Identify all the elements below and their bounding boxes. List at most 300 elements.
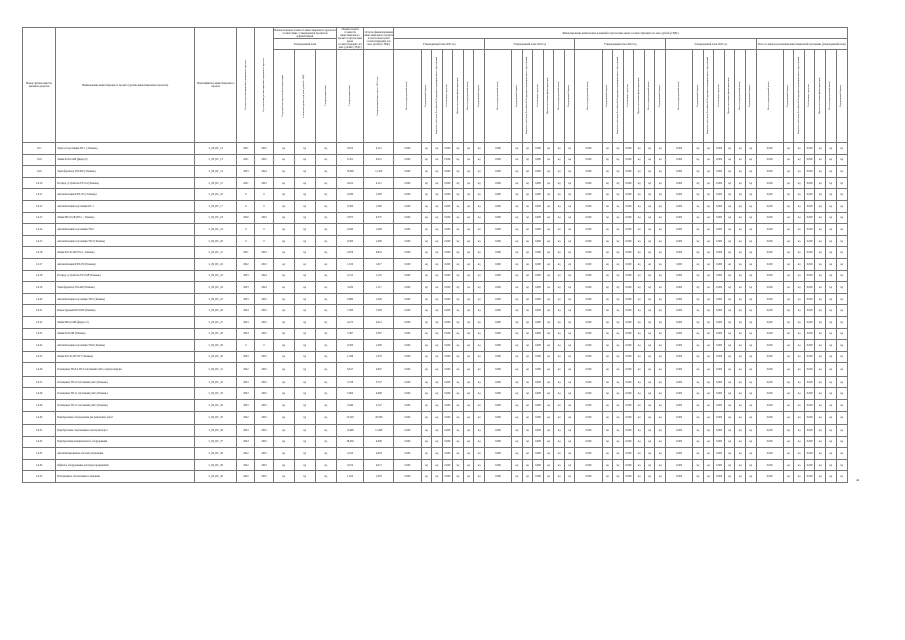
row-fin-y2022-2: нд [432,328,443,340]
header-y2024-col_ff: Федеральный бюджет [657,84,661,108]
row-plan-approved: нд [315,212,336,224]
row-fin-y2023-2: нд [522,305,533,317]
row-fin-total-4: нд [815,363,826,377]
row-fin-y2023-4: нд [543,293,554,305]
row-fin-y2022-6: нд [474,212,485,224]
row-fin-y2024-1: нд [602,143,613,155]
row-fin-total-1: нд [783,282,794,294]
table-row [23,189,848,201]
row-fin-y2025-6: нд [745,270,756,282]
row-fin-y2025-3: 0,000 [714,305,725,317]
row-plan-cost: нд [294,411,315,425]
row-plan-cost: нд [294,154,315,166]
row-fin-y2022-3: 0,000 [442,247,453,259]
row-fin-y2022-6: нд [474,177,485,189]
row-fin-y2023-1: нд [512,448,523,460]
row-fin-total-4: нд [815,270,826,282]
row-fin-total-4: нд [815,459,826,471]
row-fin-y2024-0: 0,000 [575,376,602,388]
row-fin-y2025-5: нд [735,340,746,352]
row-fin-y2023-4: нд [543,316,554,328]
row-plan-cost: нд [294,200,315,212]
row-fin-y2024-4: нд [634,459,645,471]
row-fin-y2024-1: нд [602,258,613,270]
row-fin-total-0: 0,000 [756,177,783,189]
row-fin-total-6: нд [836,247,847,259]
row-fin-y2023-3: 0,000 [533,363,544,377]
row-year-start: 2022 [237,459,255,471]
row-fin-y2023-4: нд [543,399,554,411]
row-fin-y2023-6: нд [564,411,575,425]
row-fin-y2022-6: нд [474,282,485,294]
row-fin-y2024-1: нд [602,436,613,448]
row-fin-y2022-4: нд [453,212,464,224]
row-fin-y2024-5: нд [644,471,655,483]
row-fin-y2025-6: нд [745,340,756,352]
row-fin-y2024-5: нд [644,212,655,224]
row-year-start: 2021 [237,143,255,155]
row-fin-y2022-6: нд [474,399,485,411]
row-fin-y2025-0: 0,000 [666,224,693,236]
row-plan-cost: нд [294,399,315,411]
row-fin-y2022-4: нд [453,224,464,236]
row-fin-y2025-1: нд [693,154,704,166]
header-total: Итого за период реализации инвестиционной программы (утвержденный план) [756,39,847,50]
row-fin-y2022-2: нд [432,388,443,400]
row-fin-y2022-3: 0,000 [442,448,453,460]
row-fin-y2024-6: нд [655,258,666,270]
row-fin-y2025-0: 0,000 [666,436,693,448]
row-fin-total-3: 0,000 [804,351,815,363]
row-fin-y2025-1: нд [693,189,704,201]
row-fin-total-6: нд [836,270,847,282]
row-fin-y2024-5: нд [644,166,655,178]
row-year-start: 2023 [237,282,255,294]
row-plan-year: нд [273,143,294,155]
row-fin-y2024-6: нд [655,316,666,328]
row-fin-total-6: нд [836,212,847,224]
row-plan-year: нд [273,399,294,411]
row-fin-y2022-4: нд [453,235,464,247]
table-row [23,316,848,328]
row-fin-y2024-5: нд [644,448,655,460]
row-fin-y2025-4: нд [724,411,735,425]
row-fin-y2023-5: нд [554,425,565,437]
row-fin-y2023-6: нд [564,166,575,178]
row-fin-y2022-6: нд [474,328,485,340]
row-fin-y2023-0: 0,000 [484,270,511,282]
row-fin-y2023-4: нд [543,270,554,282]
row-fin-y2025-4: нд [724,305,735,317]
header-y2025-col_ff: Федеральный бюджет [748,84,752,108]
row-fin-y2025-0: 0,000 [666,293,693,305]
header-year-start: Год начала реализации инвестиционного проекта [243,59,247,111]
row-fin-y2023-6: нд [564,363,575,377]
row-fin-y2025-4: нд [724,247,735,259]
row-fin-y2024-4: нд [634,247,645,259]
row-fin-y2025-5: нд [735,305,746,317]
row-fin-y2022-3: 0,000 [442,166,453,178]
row-id: L_09_ПС_18 [195,212,237,224]
row-fin-y2022-3: 0,000 [442,282,453,294]
row-fin-y2023-1: нд [512,224,523,236]
row-fin-y2022-5: нд [463,143,474,155]
row-year-end: 2025 [255,425,273,437]
row-fin-y2024-0: 0,000 [575,436,602,448]
row-fin-total-6: нд [836,200,847,212]
row-fin-y2025-4: нд [724,189,735,201]
row-fin-total-1: нд [783,258,794,270]
row-remain-cost: 0,021 [364,154,394,166]
row-fin-y2023-4: нд [543,189,554,201]
row-fin-y2025-4: нд [724,200,735,212]
row-fin-total-1: нд [783,235,794,247]
row-fin-y2022-5: нд [463,388,474,400]
row-fin-y2025-5: нд [735,328,746,340]
header-y2023-col_other: Прочие источники финансирования [546,77,550,115]
row-fin-y2022-2: нд [432,189,443,201]
row-fin-total-0: 0,000 [756,340,783,352]
row-fin-y2022-6: нд [474,411,485,425]
row-fin-y2022-5: нд [463,166,474,178]
row-fin-y2022-4: нд [453,376,464,388]
row-fin-y2022-1: нд [421,200,432,212]
row-id: L_09_ПС_34 [195,399,237,411]
row-fin-y2024-2: нд [613,316,624,328]
row-fin-total-0: 0,000 [756,376,783,388]
row-fin-y2022-1: нд [421,399,432,411]
row-fin-y2025-6: нд [745,399,756,411]
row-plan-cost: нд [294,143,315,155]
row-fin-total-1: нд [783,200,794,212]
row-plan-approved: нд [315,154,336,166]
row-fin-y2022-2: нд [432,270,443,282]
row-fin-total-6: нд [836,459,847,471]
row-fin-y2025-3: 0,000 [714,293,725,305]
row-fin-y2024-6: нд [655,189,666,201]
row-remain-cost: 0,471 [364,459,394,471]
row-fin-y2025-2: нд [703,258,714,270]
row-fin-y2025-0: 0,000 [666,154,693,166]
row-fin-y2024-4: нд [634,425,645,437]
row-fin-y2022-4: нд [453,399,464,411]
header-y2025-col_rf: Бюджеты субъектов Российской Федерации и муниципальных образований [706,57,710,135]
row-fin-y2023-4: нд [543,224,554,236]
row-fin-y2022-4: нд [453,305,464,317]
row-name: Приобретение спецтехники и автотранспорта [56,425,195,437]
row-fin-total-5: нд [825,166,836,178]
row-fin-y2024-1: нд [602,177,613,189]
row-fin-y2024-0: 0,000 [575,143,602,155]
row-fin-y2023-6: нд [564,436,575,448]
row-fin-total-5: нд [825,340,836,352]
row-fin-y2023-2: нд [522,224,533,236]
row-fin-y2025-0: 0,000 [666,316,693,328]
row-fin-y2022-4: нд [453,282,464,294]
table-row [23,247,848,259]
row-year-start: 2022 [237,471,255,483]
row-fin-y2025-4: нд [724,328,735,340]
row-fin-total-2: нд [794,177,805,189]
row-fin-y2024-3: 0,000 [623,270,634,282]
row-remain-cost: 4,212 [364,316,394,328]
row-fin-y2023-2: нд [522,351,533,363]
row-est-cost: 0,890 [337,293,364,305]
row-fin-total-4: нд [815,293,826,305]
row-fin-y2024-1: нд [602,166,613,178]
row-fin-y2024-5: нд [644,436,655,448]
row-fin-y2025-1: нд [693,143,704,155]
row-fin-y2024-6: нд [655,363,666,377]
table-row [23,258,848,270]
row-fin-total-4: нд [815,282,826,294]
row-fin-y2023-3: 0,000 [533,376,544,388]
row-plan-approved: нд [315,448,336,460]
row-fin-y2025-0: 0,000 [666,340,693,352]
row-fin-y2022-5: нд [463,376,474,388]
row-num: 1.6.29 [23,399,56,411]
row-fin-total-1: нд [783,177,794,189]
row-fin-y2025-5: нд [735,200,746,212]
row-fin-y2024-0: 0,000 [575,305,602,317]
row-fin-y2023-6: нд [564,305,575,317]
row-fin-y2022-2: нд [432,282,443,294]
row-fin-y2023-6: нд [564,388,575,400]
row-fin-y2022-3: 0,000 [442,436,453,448]
row-fin-y2022-1: нд [421,189,432,201]
row-fin-y2024-1: нд [602,425,613,437]
row-fin-total-1: нд [783,328,794,340]
row-fin-y2025-0: 0,000 [666,351,693,363]
row-est-cost: 25,520 [337,411,364,425]
row-fin-y2025-4: нд [724,270,735,282]
row-id: L_09_ПС_17 [195,200,237,212]
row-fin-y2023-3: 0,000 [533,258,544,270]
row-fin-y2022-1: нд [421,436,432,448]
row-id: L_09_ПС_38 [195,448,237,460]
row-fin-y2022-6: нд [474,448,485,460]
row-fin-y2022-1: нд [421,282,432,294]
row-plan-approved: нд [315,363,336,377]
row-fin-y2022-1: нд [421,293,432,305]
row-remain-cost: 1,005 [364,471,394,483]
row-plan-cost: нд [294,328,315,340]
row-fin-y2023-0: 0,000 [484,305,511,317]
row-fin-y2023-4: нд [543,459,554,471]
row-fin-y2022-3: 0,000 [442,399,453,411]
row-fin-y2023-0: 0,000 [484,189,511,201]
row-fin-y2022-6: нд [474,425,485,437]
row-fin-y2025-4: нд [724,212,735,224]
row-fin-total-0: 0,000 [756,293,783,305]
row-fin-total-2: нд [794,340,805,352]
row-year-end: 2025 [255,293,273,305]
row-est-cost: 4,010 [337,448,364,460]
row-fin-total-6: нд [836,448,847,460]
row-fin-y2022-5: нд [463,436,474,448]
row-fin-total-5: нд [825,258,836,270]
row-plan-approved: нд [315,376,336,388]
row-fin-y2023-4: нд [543,282,554,294]
row-fin-y2025-6: нд [745,189,756,201]
row-id: L_09_ПС_23 [195,270,237,282]
row-fin-y2025-1: нд [693,399,704,411]
row-fin-y2022-1: нд [421,166,432,178]
row-fin-y2023-4: нд [543,388,554,400]
row-plan-approved: нд [315,459,336,471]
row-id: L_09_ПС_32 [195,376,237,388]
row-fin-total-2: нд [794,376,805,388]
row-fin-y2023-4: нд [543,143,554,155]
row-fin-y2022-2: нд [432,425,443,437]
row-fin-total-0: 0,000 [756,399,783,411]
row-fin-y2024-6: нд [655,328,666,340]
row-fin-y2022-3: 0,000 [442,363,453,377]
row-fin-y2022-2: нд [432,376,443,388]
row-fin-y2024-2: нд [613,411,624,425]
row-fin-y2023-5: нд [554,448,565,460]
row-fin-y2025-1: нд [693,212,704,224]
row-fin-y2023-3: 0,000 [533,293,544,305]
row-fin-y2023-5: нд [554,471,565,483]
row-fin-y2025-2: нд [703,459,714,471]
row-fin-y2025-4: нд [724,459,735,471]
row-fin-y2024-2: нд [613,376,624,388]
row-fin-y2023-6: нд [564,425,575,437]
row-fin-total-3: 0,000 [804,340,815,352]
row-name: Автоматизация КТП-125 (-Тюмень) [56,189,195,201]
row-fin-y2025-0: 0,000 [666,376,693,388]
row-fin-y2024-2: нд [613,200,624,212]
row-num: 1.6.8 [23,154,56,166]
row-fin-total-3: 0,000 [804,363,815,377]
row-fin-y2025-6: нд [745,247,756,259]
row-year-start: 0 [237,340,255,352]
row-fin-y2022-0: 0,000 [394,200,421,212]
row-remain-cost: 1,000 [364,235,394,247]
row-fin-y2025-5: нд [735,224,746,236]
row-year-start: 2024 [237,328,255,340]
table-row [23,388,848,400]
row-fin-y2024-4: нд [634,363,645,377]
row-fin-total-3: 0,000 [804,224,815,236]
row-fin-y2023-1: нд [512,376,523,388]
row-fin-y2023-2: нд [522,388,533,400]
row-name: Линия КЛ-6 кВ (Тюмень) [56,328,195,340]
row-fin-y2025-3: 0,000 [714,166,725,178]
row-fin-y2022-2: нд [432,351,443,363]
row-fin-y2025-5: нд [735,316,746,328]
row-fin-y2025-4: нд [724,316,735,328]
row-fin-y2023-1: нд [512,166,523,178]
row-fin-total-0: 0,000 [756,166,783,178]
row-fin-y2025-2: нд [703,471,714,483]
row-fin-y2022-0: 0,000 [394,189,421,201]
row-fin-y2023-2: нд [522,399,533,411]
row-fin-y2022-2: нд [432,235,443,247]
row-fin-total-4: нд [815,316,826,328]
row-fin-y2025-6: нд [745,425,756,437]
row-fin-y2025-4: нд [724,388,735,400]
row-fin-y2024-1: нд [602,305,613,317]
row-name: Офисное оборудование для нужд предприятия [56,459,195,471]
row-plan-approved: нд [315,328,336,340]
row-fin-y2024-3: 0,000 [623,154,634,166]
row-year-start: 0 [237,189,255,201]
row-fin-y2022-3: 0,000 [442,177,453,189]
row-fin-y2024-1: нд [602,328,613,340]
row-plan-year: нд [273,293,294,305]
row-fin-total-0: 0,000 [756,258,783,270]
row-fin-y2024-5: нд [644,177,655,189]
row-year-start: 2023 [237,293,255,305]
row-fin-total-1: нд [783,166,794,178]
row-fin-y2024-0: 0,000 [575,270,602,282]
header-full-plan-cost: Полная плановая стоимость инвестиционного проекта в соответствии с утвержденной проектной документацией [273,28,336,38]
row-remain-cost: 1,125 [364,270,394,282]
row-fin-y2024-0: 0,000 [575,200,602,212]
row-fin-y2023-2: нд [522,340,533,352]
row-fin-y2025-6: нд [745,351,756,363]
row-fin-y2023-2: нд [522,376,533,388]
row-year-start: 0 [237,224,255,236]
row-fin-y2024-0: 0,000 [575,363,602,377]
row-fin-total-0: 0,000 [756,351,783,363]
row-fin-y2024-4: нд [634,166,645,178]
row-fin-total-2: нд [794,459,805,471]
row-fin-y2023-2: нд [522,189,533,201]
row-plan-approved: нд [315,189,336,201]
row-fin-y2025-3: 0,000 [714,282,725,294]
row-num: 1.6.19 [23,282,56,294]
row-fin-y2024-2: нд [613,166,624,178]
row-fin-y2024-5: нд [644,340,655,352]
row-fin-total-4: нд [815,154,826,166]
row-fin-total-2: нд [794,282,805,294]
row-year-end: 2025 [255,388,273,400]
row-est-cost: 0,260 [337,224,364,236]
row-fin-y2022-3: 0,000 [442,351,453,363]
row-fin-y2022-4: нд [453,340,464,352]
row-id: L_08_ПС_15 [195,177,237,189]
row-fin-y2022-4: нд [453,247,464,259]
row-fin-y2025-1: нд [693,316,704,328]
row-fin-y2023-5: нд [554,376,565,388]
row-fin-y2025-4: нд [724,166,735,178]
row-fin-y2024-6: нд [655,376,666,388]
row-fin-y2022-4: нд [453,425,464,437]
row-fin-total-6: нд [836,154,847,166]
row-num: 1.6.26 [23,363,56,377]
row-fin-y2024-0: 0,000 [575,459,602,471]
row-fin-y2024-5: нд [644,235,655,247]
row-year-end: 2025 [255,143,273,155]
row-est-cost: 6,617 [337,363,364,377]
row-fin-y2022-1: нд [421,448,432,460]
row-fin-y2022-5: нд [463,399,474,411]
row-fin-y2025-6: нд [745,293,756,305]
row-fin-y2022-0: 0,000 [394,258,421,270]
row-plan-approved: нд [315,235,336,247]
row-fin-y2022-3: 0,000 [442,340,453,352]
row-name: Реконструкция КТП-630 (Тюмень) [56,305,195,317]
row-plan-year: нд [273,376,294,388]
row-fin-total-3: 0,000 [804,154,815,166]
row-fin-y2022-6: нд [474,224,485,236]
row-fin-total-3: 0,000 [804,316,815,328]
row-num: 1.6.32 [23,436,56,448]
row-est-cost: 5,904 [337,388,364,400]
